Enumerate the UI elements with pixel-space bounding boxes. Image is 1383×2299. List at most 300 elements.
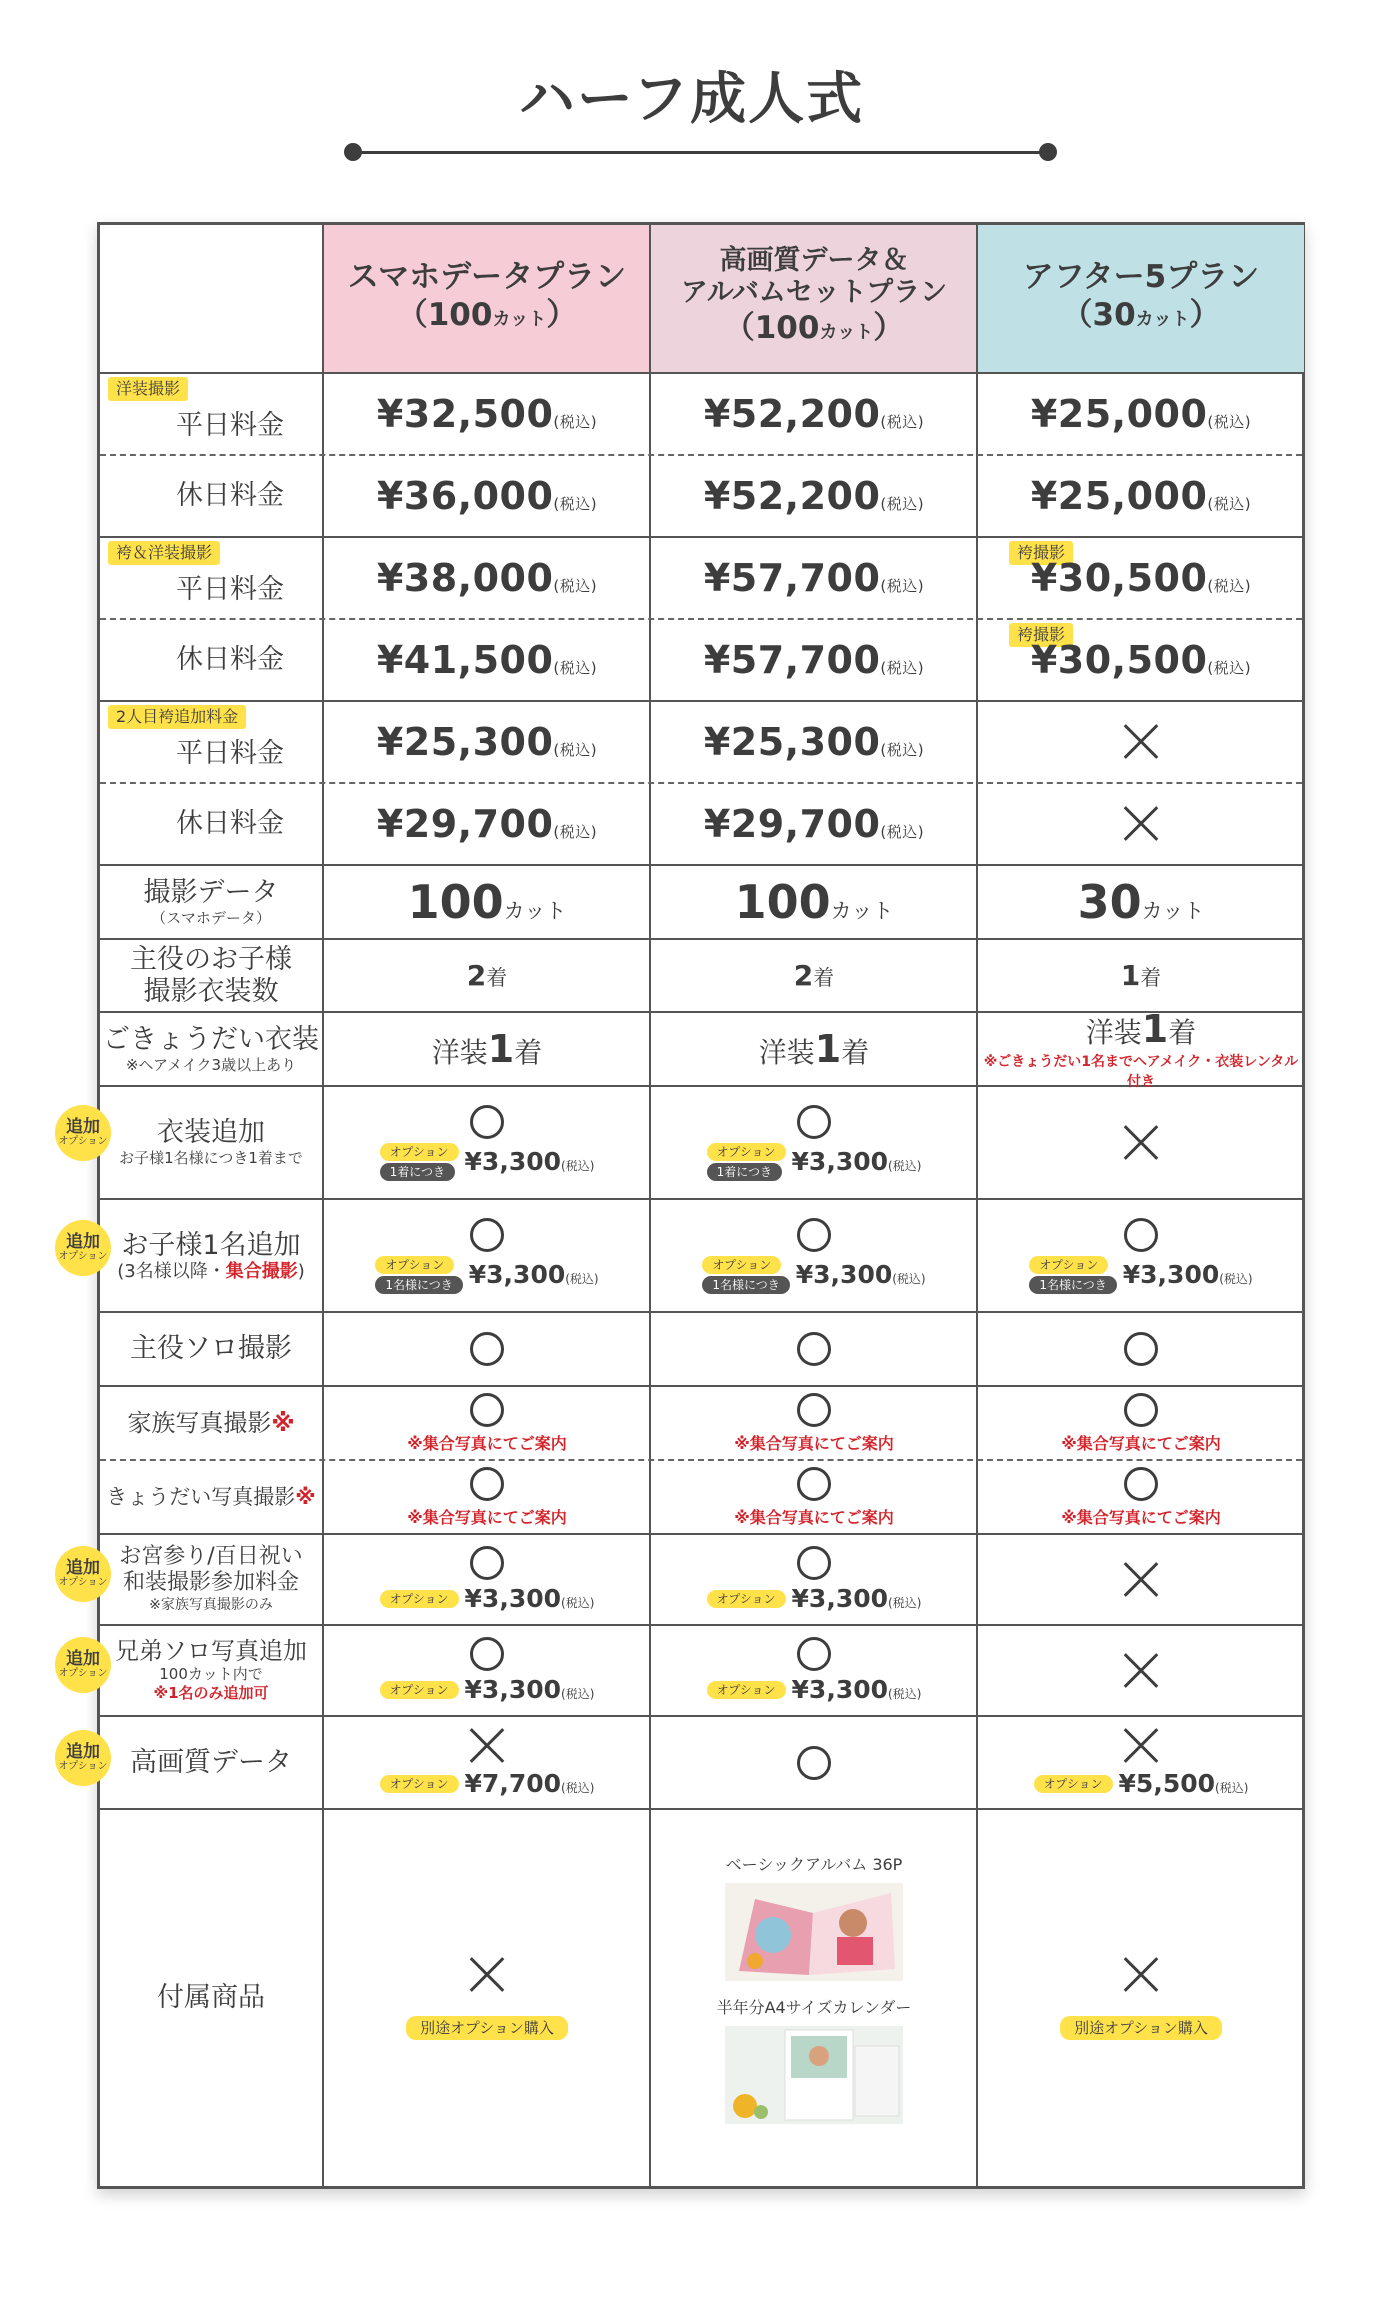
price-cell: [651, 374, 977, 454]
option-cell: [324, 1717, 650, 1808]
value-cell: [324, 866, 650, 938]
cross-icon: [1122, 805, 1160, 843]
plan-header-after5: [978, 225, 1304, 372]
value-cell: [651, 866, 977, 938]
value-cell: [978, 866, 1304, 938]
album-photo: [725, 1883, 903, 1981]
option-price: [707, 1143, 922, 1181]
row-label: 高画質データ: [130, 1746, 292, 1778]
circle-icon: [470, 1105, 504, 1139]
price-value: ¥57,700: [703, 556, 881, 600]
sibling-outfit: [432, 1027, 542, 1071]
cuts-unit: カット: [819, 322, 874, 343]
price-cell: [978, 620, 1304, 700]
category-tag: 袴＆洋装撮影: [108, 541, 220, 565]
cross-icon: [1122, 1561, 1160, 1599]
tax-note: (税込): [565, 1272, 599, 1286]
outfit-number: 1: [487, 1027, 515, 1071]
included-cell: [324, 1313, 650, 1385]
price-value: ¥7,700: [464, 1769, 562, 1798]
price: [377, 474, 597, 518]
price: [377, 392, 597, 436]
not-available-cell: [978, 1535, 1304, 1624]
note-highlight: 集合撮影: [225, 1261, 298, 1282]
row-label: [100, 940, 322, 1011]
category-tag: 2人目袴追加料金: [108, 705, 246, 729]
per-unit-tag: 1着につき: [380, 1163, 455, 1181]
option-tag: オプション: [380, 1681, 459, 1699]
option-cell: [651, 1626, 977, 1715]
value-cell: [651, 940, 977, 1011]
price: [704, 638, 924, 682]
tax-note: (税込): [561, 1781, 595, 1795]
included-cell: [978, 1461, 1304, 1533]
included-cell: [978, 1387, 1304, 1459]
included-cell: [651, 1461, 977, 1533]
badge-sub: オプション: [58, 1668, 108, 1679]
cross-icon: [1122, 723, 1160, 761]
price-cell: [651, 702, 977, 782]
value-cell: [651, 1013, 977, 1085]
label-text: ごきょうだい衣装: [103, 1023, 319, 1055]
sibling-outfit: [759, 1027, 869, 1071]
outfit-unit: 着: [514, 1036, 543, 1069]
cut-number: 30: [1077, 875, 1142, 929]
circle-icon: [1124, 1467, 1158, 1501]
outfit-number: 1: [1120, 959, 1141, 992]
red-note: ※集合写真にてご案内: [734, 1507, 894, 1527]
not-available-cell: [978, 702, 1304, 782]
outfit-count: [1121, 959, 1161, 992]
label-note: [117, 1262, 305, 1281]
circle-icon: [1124, 1332, 1158, 1366]
price: [377, 638, 597, 682]
label-line2: 和装撮影参加料金: [122, 1570, 299, 1595]
badge-text: 追加: [66, 1232, 100, 1252]
price-cell: [651, 538, 977, 618]
option-cell: [324, 1535, 650, 1624]
included-cell: [651, 1387, 977, 1459]
price-value: ¥52,200: [703, 474, 881, 518]
option-price: [707, 1675, 922, 1704]
cuts-unit: カット: [1135, 309, 1190, 330]
option-amount: [465, 1147, 595, 1176]
price-cell: [978, 456, 1304, 536]
cut-unit: カット: [830, 899, 894, 923]
tax-note: (税込): [1207, 577, 1252, 595]
option-cell: [324, 1087, 650, 1198]
row-label: 平日料金: [176, 738, 284, 769]
calendar-image: [725, 2026, 903, 2124]
row-label: 主役ソロ撮影: [130, 1333, 292, 1364]
outfit-number: 1: [814, 1027, 842, 1071]
option-tag: オプション: [707, 1590, 786, 1608]
cuts-count: （30: [1061, 297, 1136, 333]
tax-note: (税込): [888, 1159, 922, 1173]
label-text: 撮影データ: [143, 876, 279, 908]
underline-dot-left: [344, 143, 362, 161]
price-cell: [324, 456, 650, 536]
tax-note: (税込): [553, 413, 598, 431]
plan-cuts: [397, 296, 578, 339]
row-label: 平日料金: [176, 574, 284, 605]
album-label: ベーシックアルバム 36P: [725, 1855, 903, 1874]
price-cell: [978, 374, 1304, 454]
per-unit-tag: 1名様につき: [375, 1276, 462, 1294]
outfit-unit: 着: [486, 966, 508, 990]
circle-icon: [797, 1393, 831, 1427]
circle-icon: [797, 1746, 831, 1780]
option-amount: [792, 1584, 922, 1613]
tax-note: (税込): [553, 741, 598, 759]
label-note: （スマホデータ）: [151, 908, 271, 927]
tax-note: (税込): [1219, 1272, 1253, 1286]
included-cell: [324, 1461, 650, 1533]
included-cell: [651, 1717, 977, 1808]
price-cell: [651, 620, 977, 700]
page-title: ハーフ成人式: [518, 67, 865, 132]
outfit-unit: 着: [1168, 1016, 1197, 1049]
price-cell: [324, 374, 650, 454]
row-label: [100, 1087, 322, 1198]
outfit-count: [467, 959, 507, 992]
option-price: [375, 1256, 598, 1294]
label-line2: 撮影衣装数: [143, 975, 279, 1007]
tax-note: (税込): [553, 495, 598, 513]
add-option-badge: [55, 1105, 111, 1161]
cuts-paren: ）: [873, 310, 905, 346]
price-value: ¥57,700: [703, 638, 881, 682]
price-value: ¥36,000: [376, 474, 554, 518]
price: [377, 802, 597, 846]
option-tag: オプション: [380, 1775, 459, 1793]
plan-cuts: [1062, 296, 1221, 339]
circle-icon: [797, 1218, 831, 1252]
cut-count: [408, 875, 567, 929]
price-value: ¥3,300: [795, 1260, 893, 1289]
price: [704, 392, 924, 436]
cut-unit: カット: [1141, 899, 1205, 923]
badge-text: 追加: [66, 1649, 100, 1669]
option-price: [707, 1584, 922, 1613]
plan-name: アフター5プラン: [1022, 259, 1260, 295]
tax-note: (税込): [1207, 659, 1252, 677]
red-note: ※集合写真にてご案内: [1061, 1433, 1221, 1453]
price: [704, 474, 924, 518]
option-amount: [1119, 1769, 1249, 1798]
cut-number: 100: [734, 875, 831, 929]
option-amount: [469, 1260, 599, 1289]
row-label: 休日料金: [176, 644, 284, 675]
row-label: 平日料金: [176, 410, 284, 441]
outfit-number: 2: [793, 959, 814, 992]
price-value: ¥3,300: [1122, 1260, 1220, 1289]
option-cell: [978, 1717, 1304, 1808]
value-cell: [324, 940, 650, 1011]
label-red-note: ※1名のみ追加可: [153, 1684, 269, 1702]
plan-header-sumaho: [324, 225, 650, 372]
not-available-cell: [978, 1626, 1304, 1715]
option-price: [380, 1769, 595, 1798]
circle-icon: [797, 1105, 831, 1139]
outfit-unit: 着: [841, 1036, 870, 1069]
outfit-type: 洋装: [1085, 1016, 1142, 1049]
tax-note: (税込): [888, 1596, 922, 1610]
price-value: ¥30,500: [1030, 556, 1208, 600]
price-cell: [324, 702, 650, 782]
price-value: ¥3,300: [791, 1584, 889, 1613]
red-note: ※集合写真にてご案内: [407, 1433, 567, 1453]
plan-name: スマホデータプラン: [347, 259, 627, 295]
album-image: [725, 1883, 903, 1981]
price-cell: [324, 620, 650, 700]
option-purchase-tag: 別途オプション購入: [406, 2016, 568, 2040]
included-cell: [651, 1313, 977, 1385]
option-tags: [1029, 1256, 1116, 1294]
tax-note: (税込): [561, 1159, 595, 1173]
badge-text: 追加: [66, 1742, 100, 1762]
label-note: ※家族写真撮影のみ: [149, 1597, 273, 1613]
note-pre: (3名様以降・: [117, 1261, 226, 1282]
tax-note: (税込): [553, 577, 598, 595]
value-cell: [324, 1013, 650, 1085]
badge-sub: オプション: [58, 1136, 108, 1147]
option-tags: [375, 1256, 462, 1294]
plan-name-line2: アルバムセットプラン: [680, 277, 948, 308]
option-price: [380, 1584, 595, 1613]
label-text: きょうだい写真撮影: [106, 1485, 296, 1509]
price: [1031, 556, 1251, 600]
red-note: ※ごきょうだい1名までヘアメイク・衣装レンタル付き: [983, 1054, 1299, 1090]
badge-text: 追加: [66, 1117, 100, 1137]
circle-icon: [797, 1467, 831, 1501]
value-cell: [978, 1007, 1304, 1090]
row-label: 付属商品: [157, 1982, 265, 2013]
option-tag: オプション: [380, 1590, 459, 1608]
category-tag: 袴撮影: [1009, 623, 1073, 647]
option-cell: [978, 1200, 1304, 1311]
badge-sub: オプション: [58, 1251, 108, 1262]
outfit-number: 2: [466, 959, 487, 992]
tax-note: (税込): [880, 577, 925, 595]
label-text: お子様1名追加: [121, 1230, 301, 1261]
option-tags: [702, 1256, 789, 1294]
calendar-photo: [725, 2026, 903, 2124]
note-mark: ※: [295, 1485, 316, 1509]
option-cell: [324, 1626, 650, 1715]
option-cell: [324, 1200, 650, 1311]
add-option-badge: [55, 1730, 111, 1786]
price-table: [97, 222, 1305, 2189]
option-tag: オプション: [707, 1681, 786, 1699]
row-label: 休日料金: [176, 480, 284, 511]
circle-icon: [470, 1467, 504, 1501]
row-label: [100, 1461, 322, 1533]
badge-sub: オプション: [58, 1577, 108, 1588]
note-mark: ※: [271, 1409, 295, 1437]
row-label: [100, 866, 322, 938]
label-note: 100カット内で: [159, 1665, 263, 1683]
cut-count: [735, 875, 894, 929]
option-price: [1029, 1256, 1252, 1294]
plan-cuts: [724, 309, 905, 352]
price-value: ¥3,300: [464, 1675, 562, 1704]
option-amount: [796, 1260, 926, 1289]
product-cell: [651, 1810, 977, 2186]
tax-note: (税込): [888, 1687, 922, 1701]
price-value: ¥3,300: [464, 1147, 562, 1176]
tax-note: (税込): [1207, 413, 1252, 431]
label-line1: 主役のお子様: [130, 943, 292, 975]
price-value: ¥3,300: [468, 1260, 566, 1289]
tax-note: (税込): [880, 413, 925, 431]
circle-icon: [470, 1637, 504, 1671]
option-amount: [465, 1584, 595, 1613]
red-note: ※集合写真にてご案内: [1061, 1507, 1221, 1527]
option-amount: [465, 1769, 595, 1798]
option-price: [380, 1675, 595, 1704]
price-cell: [651, 784, 977, 864]
badge-sub: オプション: [58, 1761, 108, 1772]
price: [377, 720, 597, 764]
outfit-type: 洋装: [431, 1036, 488, 1069]
sibling-outfit: [1086, 1007, 1196, 1051]
option-tags: [707, 1143, 786, 1181]
per-unit-tag: 1名様につき: [702, 1276, 789, 1294]
circle-icon: [470, 1546, 504, 1580]
tax-note: (税込): [1215, 1781, 1249, 1795]
circle-icon: [470, 1218, 504, 1252]
price-value: ¥25,000: [1030, 474, 1208, 518]
price: [704, 802, 924, 846]
cuts-count: （100: [723, 310, 820, 346]
price-value: ¥52,200: [703, 392, 881, 436]
red-note: ※集合写真にてご案内: [734, 1433, 894, 1453]
badge-text: 追加: [66, 1558, 100, 1578]
tax-note: (税込): [892, 1272, 926, 1286]
outfit-unit: 着: [813, 966, 835, 990]
label-text: 家族写真撮影: [127, 1409, 272, 1437]
cross-icon: [1122, 1956, 1160, 1994]
price: [1031, 392, 1251, 436]
option-amount: [792, 1675, 922, 1704]
price-cell: [324, 538, 650, 618]
circle-icon: [797, 1637, 831, 1671]
value-cell: [978, 940, 1304, 1011]
price-value: ¥3,300: [791, 1675, 889, 1704]
outfit-number: 1: [1141, 1007, 1169, 1051]
price-value: ¥5,500: [1118, 1769, 1216, 1798]
option-tag: オプション: [1029, 1256, 1108, 1274]
label-note: ※ヘアメイク3歳以上あり: [125, 1055, 297, 1074]
price-value: ¥30,500: [1030, 638, 1208, 682]
price-value: ¥25,000: [1030, 392, 1208, 436]
cross-icon: [1122, 1652, 1160, 1690]
per-unit-tag: 1着につき: [707, 1163, 782, 1181]
row-label: [100, 1387, 322, 1459]
option-price: [380, 1143, 595, 1181]
row-label: [100, 1013, 322, 1085]
price-value: ¥3,300: [791, 1147, 889, 1176]
tax-note: (税込): [880, 823, 925, 841]
row-label: [100, 1200, 322, 1311]
not-available-cell: [978, 784, 1304, 864]
included-cell: [324, 1387, 650, 1459]
tax-note: (税込): [880, 495, 925, 513]
cross-icon: [468, 1956, 506, 1994]
per-unit-tag: 1名様につき: [1029, 1276, 1116, 1294]
option-cell: [651, 1200, 977, 1311]
price-value: ¥32,500: [376, 392, 554, 436]
cut-unit: カット: [503, 899, 567, 923]
cuts-paren: ）: [1189, 297, 1221, 333]
price: [704, 720, 924, 764]
cross-icon: [1122, 1124, 1160, 1162]
outfit-unit: 着: [1140, 966, 1162, 990]
label-note: お子様1名様につき1着まで: [119, 1149, 303, 1167]
price-cell: [324, 784, 650, 864]
circle-icon: [470, 1332, 504, 1366]
tax-note: (税込): [880, 659, 925, 677]
price: [704, 556, 924, 600]
row-label: [100, 1626, 322, 1715]
red-note: ※集合写真にてご案内: [407, 1507, 567, 1527]
option-amount: [1123, 1260, 1253, 1289]
add-option-badge: [55, 1220, 111, 1276]
price: [1031, 474, 1251, 518]
tax-note: (税込): [553, 659, 598, 677]
outfit-count: [794, 959, 834, 992]
product-cell: [324, 1810, 650, 2186]
label-line1: お宮参り/百日祝い: [119, 1544, 303, 1569]
category-tag: 洋装撮影: [108, 377, 188, 401]
option-tags: [380, 1143, 459, 1181]
option-amount: [465, 1675, 595, 1704]
price-value: ¥38,000: [376, 556, 554, 600]
included-cell: [978, 1313, 1304, 1385]
tax-note: (税込): [561, 1596, 595, 1610]
label-text: 衣装追加: [157, 1117, 265, 1148]
option-tag: オプション: [1034, 1775, 1113, 1793]
price-value: ¥25,300: [703, 720, 881, 764]
option-amount: [792, 1147, 922, 1176]
row-label: 休日料金: [176, 808, 284, 839]
option-cell: [651, 1535, 977, 1624]
label-text: 兄弟ソロ写真追加: [115, 1637, 307, 1665]
cuts-unit: カット: [492, 309, 547, 330]
tax-note: (税込): [561, 1687, 595, 1701]
tax-note: (税込): [1207, 495, 1252, 513]
circle-icon: [1124, 1218, 1158, 1252]
cuts-count: （100: [396, 297, 493, 333]
option-tag: オプション: [375, 1256, 454, 1274]
row-label: [100, 1535, 322, 1624]
price-cell: [978, 538, 1304, 618]
plan-header-album: [651, 225, 977, 372]
calendar-label: 半年分A4サイズカレンダー: [716, 1998, 912, 2017]
underline-dot-right: [1039, 143, 1057, 161]
option-purchase-tag: 別途オプション購入: [1060, 2016, 1222, 2040]
option-tag: オプション: [380, 1143, 459, 1161]
add-option-badge: [55, 1546, 111, 1602]
cross-icon: [468, 1727, 506, 1765]
price: [1031, 638, 1251, 682]
title-underline: [352, 151, 1047, 154]
cross-icon: [1122, 1727, 1160, 1765]
option-price: [1034, 1769, 1249, 1798]
option-cell: [651, 1087, 977, 1198]
not-available-cell: [978, 1087, 1304, 1198]
